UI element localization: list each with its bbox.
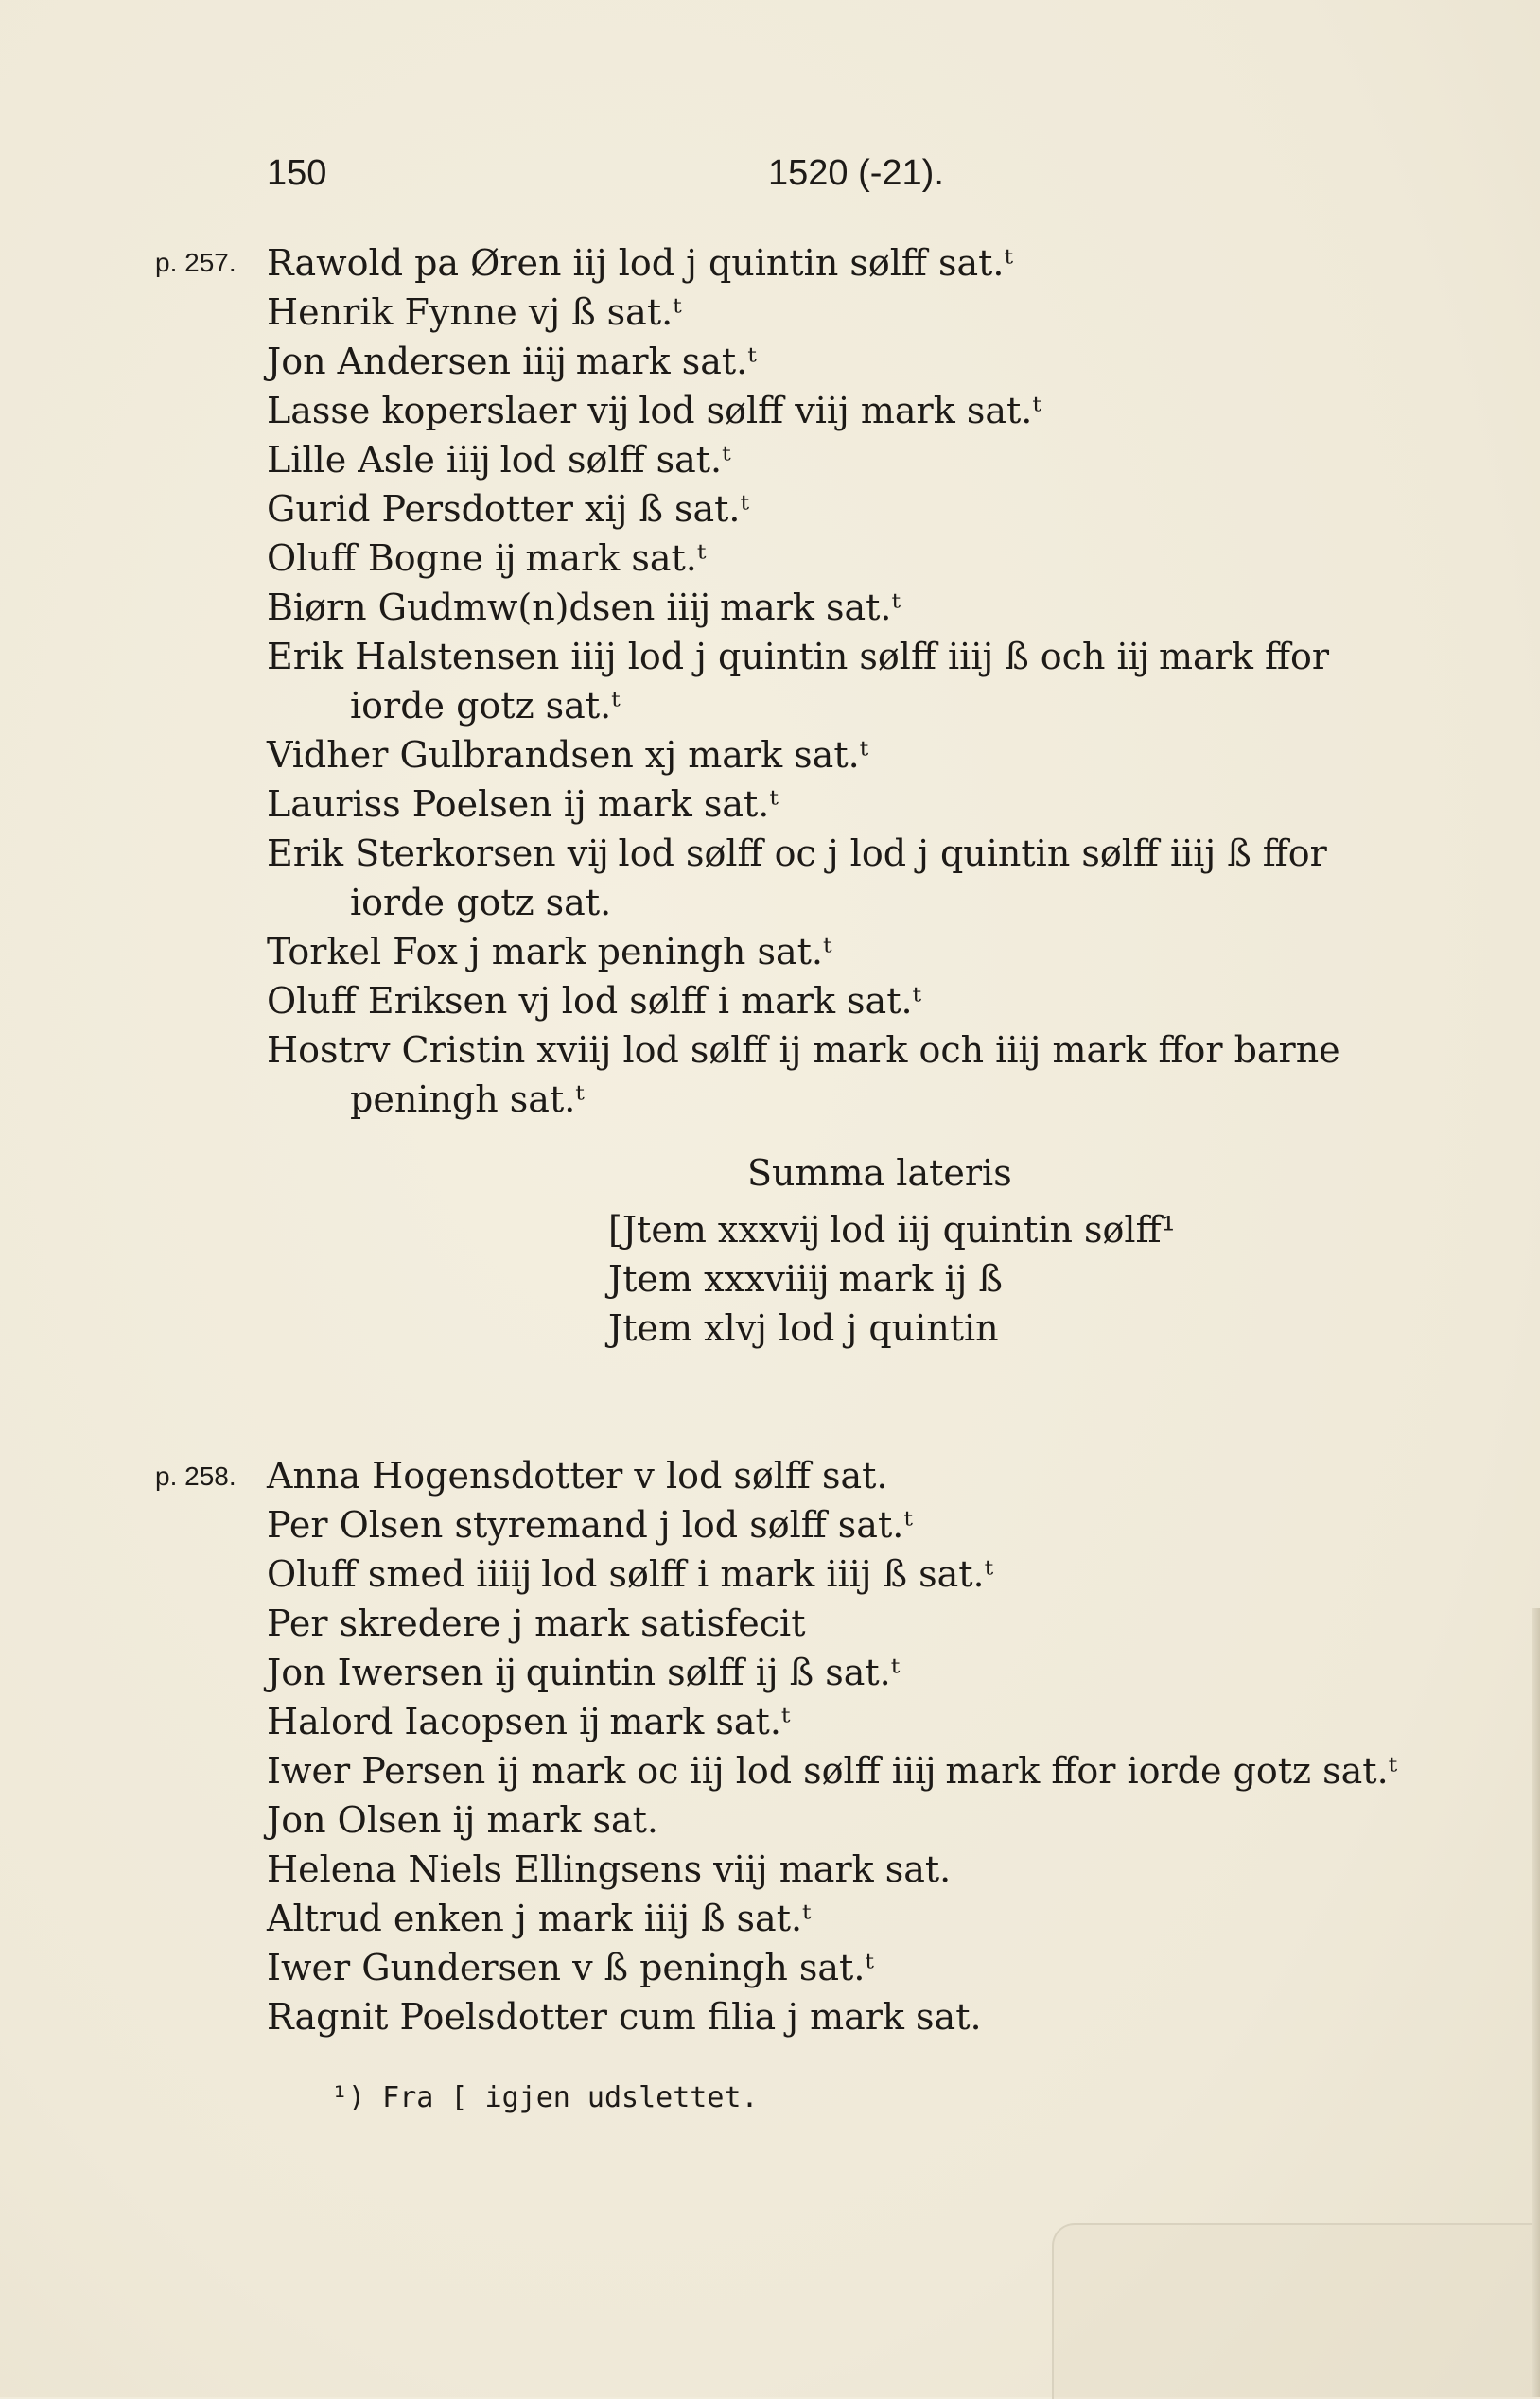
entry-line: Henrik Fynne vj ß sat.ᵗ <box>267 291 682 333</box>
entry-line: Jon Andersen iiĳ mark sat.ᵗ <box>267 341 757 382</box>
list-item <box>267 1025 1340 1124</box>
entry-line: Gurid Persdotter xij ß sat.ᵗ <box>267 488 749 530</box>
entry-continuation: peningh sat.ᵗ <box>350 1078 585 1120</box>
list-item <box>267 1992 982 2041</box>
entry-line: Iwer Persen ij mark oc iij lod sølff iiĳ mark ffor iorde gotz sat.ᵗ <box>267 1750 1398 1792</box>
list-item <box>267 1500 913 1550</box>
summa-line: Jtem xxxviiĳ mark ij ß <box>608 1258 1003 1300</box>
list-item <box>267 927 831 976</box>
entry-line: Lille Asle iiĳ lod sølff sat.ᵗ <box>267 439 731 481</box>
list-item <box>267 730 868 779</box>
list-item <box>267 1599 805 1648</box>
list-item <box>267 484 749 534</box>
list-item <box>267 1697 790 1746</box>
running-head: 1520 (-21). <box>768 153 944 193</box>
entry-line: Iwer Gundersen v ß peningh sat.ᵗ <box>267 1947 874 1988</box>
entry-line: Rawold pa Øren iij lod j quintin sølff sat.ᵗ <box>267 242 1013 284</box>
entry-line: Oluff smed iiiĳ lod sølff i mark iiij ß sat.ᵗ <box>267 1553 993 1595</box>
list-item <box>267 1943 874 1992</box>
entry-line: Jon Iwersen ĳ quintin sølff ij ß sat.ᵗ <box>267 1652 901 1693</box>
entry-line: Biørn Gudmw(n)dsen iiĳ mark sat.ᵗ <box>267 587 901 628</box>
entry-line: Erik Sterkorsen vĳ lod sølff oc j lod j quintin sølff iiij ß ffor <box>267 832 1327 874</box>
entry-line: Torkel Fox j mark peningh sat.ᵗ <box>267 931 832 972</box>
entry-line: Lauriss Poelsen ij mark sat.ᵗ <box>267 783 779 825</box>
list-item <box>267 337 757 386</box>
page-edge <box>1532 1608 1540 2397</box>
list-item <box>267 1746 1397 1795</box>
entry-line: Per Olsen styremand j lod sølff sat.ᵗ <box>267 1504 913 1546</box>
page-reference: p. 258. <box>155 1462 236 1491</box>
list-item <box>267 1550 993 1599</box>
summa-line: Jtem xlvj lod j quintin <box>608 1307 999 1349</box>
list-item <box>267 779 779 829</box>
list-item <box>267 829 1327 927</box>
entry-line: Oluff Bogne ĳ mark sat.ᵗ <box>267 537 707 579</box>
summa-line: [Jtem xxxvĳ lod iij quintin sølff¹ <box>608 1209 1176 1251</box>
list-item <box>267 386 1041 435</box>
entry-line: Anna Hogensdotter v lod sølff sat. <box>267 1455 888 1497</box>
page-reference: p. 257. <box>155 248 236 277</box>
entry-line: Vidher Gulbrandsen xj mark sat.ᵗ <box>267 734 869 776</box>
entry-line: Per skredere j mark satisfecit <box>267 1602 806 1644</box>
list-item <box>267 1845 951 1894</box>
list-item <box>267 534 706 583</box>
entry-line: Oluff Eriksen vj lod sølff i mark sat.ᵗ <box>267 980 921 1022</box>
entry-continuation: iorde gotz sat.ᵗ <box>350 685 621 727</box>
page-stain <box>1052 2223 1540 2399</box>
entry-continuation: iorde gotz sat. <box>350 882 612 923</box>
footnote: ¹) Fra [ igjen udslettet. <box>331 2081 759 2114</box>
entry-line: Helena Niels Ellingsens viij mark sat. <box>267 1848 952 1890</box>
list-item <box>267 435 731 484</box>
list-item <box>267 632 1329 730</box>
list-item <box>267 1795 658 1845</box>
list-item <box>267 583 901 632</box>
entry-line: Lasse koperslaer vĳ lod sølff viij mark sat.ᵗ <box>267 390 1041 431</box>
list-item <box>267 1648 900 1697</box>
page-header <box>267 153 1005 206</box>
list-item <box>267 288 682 337</box>
entry-line: Jon Olsen ij mark sat. <box>267 1799 658 1841</box>
entry-line: Halord Iacopsen ĳ mark sat.ᵗ <box>267 1701 791 1742</box>
entry-line: Altrud enken j mark iiij ß sat.ᵗ <box>267 1898 812 1939</box>
list-item <box>267 238 1013 288</box>
entry-line: Hostrv Cristin xviij lod sølff ij mark och iiij mark ffor barne <box>267 1029 1340 1071</box>
page-number: 150 <box>267 153 327 193</box>
list-item <box>267 1894 811 1943</box>
entry-line: Erik Halstensen iiij lod j quintin sølff iiij ß och iĳ mark ffor <box>267 636 1330 677</box>
entry-line: Ragnit Poelsdotter cum filia j mark sat. <box>267 1996 982 2038</box>
summa-heading: Summa lateris <box>747 1152 1012 1194</box>
list-item <box>267 976 921 1025</box>
list-item <box>267 1451 888 1500</box>
